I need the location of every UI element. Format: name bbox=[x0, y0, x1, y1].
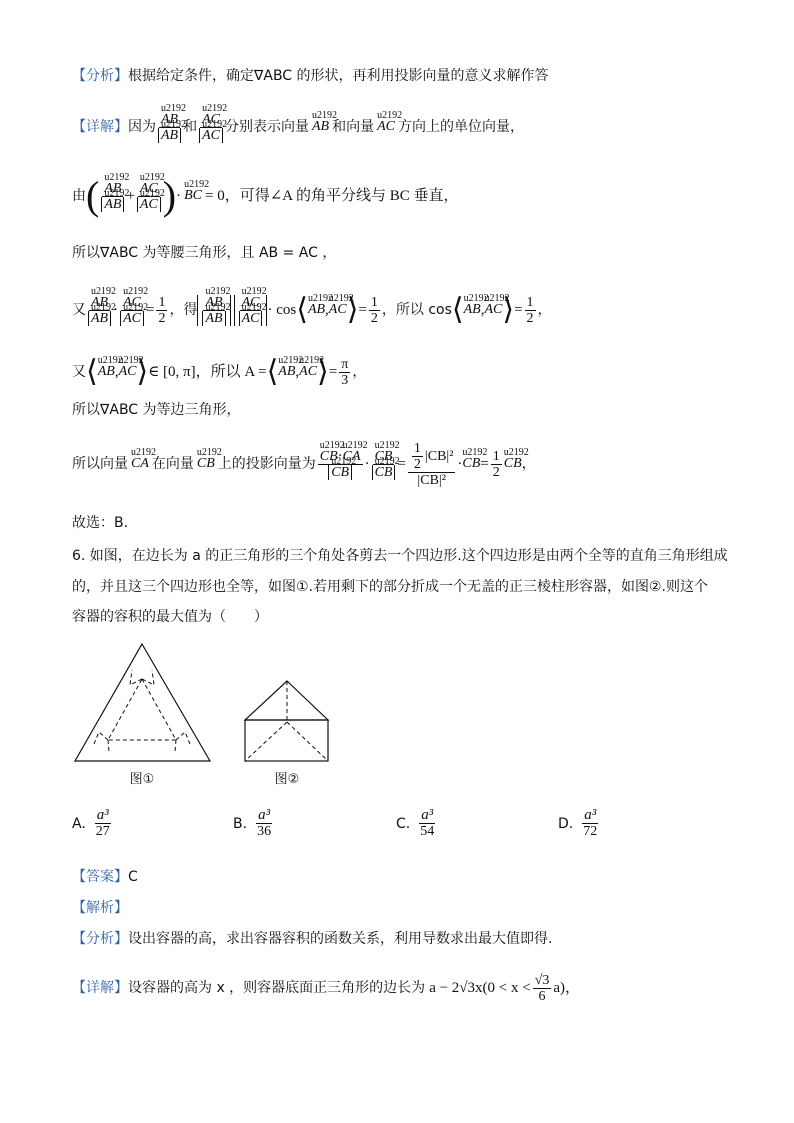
fig2-prism-body bbox=[245, 720, 328, 761]
paren-left: ( bbox=[86, 173, 100, 218]
text-isosceles: 所以∇ABC 为等腰三角形，且 AB = AC ， bbox=[72, 245, 337, 261]
abs-cb-sq-den: |CB|² bbox=[417, 472, 446, 488]
vec-cb-7: u2192 CB bbox=[504, 454, 522, 474]
fig2-caption: 图② bbox=[274, 772, 300, 787]
angle-right-4: ⟩ bbox=[317, 355, 329, 388]
vec-ab-7: u2192 AB bbox=[98, 362, 115, 382]
analysis-text-2: 设出容器的高，求出容器容积的函数关系，利用导数求出最大值即得. bbox=[128, 931, 553, 947]
comma-1: ， bbox=[537, 302, 552, 318]
unit-vector-ac bbox=[199, 112, 223, 143]
equals-4: = bbox=[328, 364, 338, 380]
text-on-vector: 在向量 bbox=[151, 456, 194, 472]
text-from: 由 bbox=[72, 188, 86, 204]
choice-c-num: a³ bbox=[421, 807, 434, 823]
unit-ac-4 bbox=[239, 295, 263, 326]
plus-sign: + bbox=[126, 188, 135, 204]
pi-den: 3 bbox=[341, 372, 349, 388]
answer-choice-line bbox=[72, 513, 128, 533]
choice-d-den: 72 bbox=[583, 824, 598, 839]
sqrt3-num: √3 bbox=[534, 972, 550, 988]
vec-ac: u2192 AC bbox=[202, 112, 220, 127]
detail-line-7 bbox=[72, 432, 536, 496]
choice-a-den: 27 bbox=[95, 824, 110, 839]
vec-ab-4-den: u2192 AB bbox=[205, 311, 222, 326]
vec-ac-8: u2192 AC bbox=[299, 362, 317, 382]
vec-cb-5: u2192 CB bbox=[375, 465, 393, 480]
analysis-line-1 bbox=[72, 66, 549, 86]
inner-half bbox=[412, 441, 423, 472]
detail-line-5: 又 ⟨ u2192 AB , u2192 AC ⟩ ∈ [0, π]，所以 A = ⟨ u2192 AB , u2192 AC ⟩ = $\frac{\pi}{3}$ ， bbox=[72, 352, 366, 392]
equals-1: = bbox=[146, 302, 155, 318]
vec-cb-2: u2192 CB bbox=[320, 449, 338, 464]
detail-line-1 bbox=[72, 105, 524, 149]
text-also: 又 bbox=[72, 302, 86, 318]
half-1-num: 1 bbox=[158, 294, 166, 310]
answer-tag: 【答案】 bbox=[72, 869, 128, 885]
vec-ac-den: u2192 AC bbox=[202, 128, 220, 143]
paren-right: ) bbox=[162, 173, 177, 218]
question-6-text-2: 的，并且这三个四边形也全等，如图①.若用剩下的部分折成一个无盖的正三棱柱形容器，如图②.则这个 bbox=[72, 579, 708, 595]
half-2-num: 1 bbox=[370, 294, 378, 310]
vec-ab-3: u2192 AB bbox=[91, 295, 108, 310]
vec-ab-8: u2192 AB bbox=[278, 362, 295, 382]
half-3-num: 1 bbox=[526, 294, 534, 310]
abs-unit-ac bbox=[234, 295, 268, 326]
equals-5: = bbox=[397, 456, 406, 472]
angle-right: ⟩ bbox=[346, 293, 359, 326]
text-so-vector: 所以向量 bbox=[72, 456, 128, 472]
fig1-cut-lines bbox=[94, 670, 190, 752]
vec-ab-6: u2192 AB bbox=[464, 300, 481, 320]
choice-a-label: A. bbox=[72, 815, 86, 832]
half-4-den: 2 bbox=[492, 464, 500, 480]
choice-d-num: a³ bbox=[584, 807, 597, 823]
fig1-caption: 图① bbox=[129, 772, 155, 787]
dot-3: · bbox=[337, 447, 343, 464]
angle-left-2: ⟨ bbox=[451, 293, 464, 326]
choice-b-label: B. bbox=[233, 815, 248, 832]
vec-ac-inline: u2192 AC bbox=[377, 117, 395, 137]
pi-over-3 bbox=[339, 357, 350, 388]
text-range: ∈ [0, π]，所以 A = bbox=[148, 364, 267, 380]
choice-d-label: D. bbox=[558, 815, 574, 832]
text-equilateral: 所以∇ABC 为等边三角形， bbox=[72, 402, 241, 418]
detail-line-8 bbox=[72, 964, 580, 1012]
unit-ab-3 bbox=[88, 295, 111, 326]
text-unit-direction: 方向上的单位向量， bbox=[398, 119, 524, 135]
text-cos: · cos bbox=[267, 302, 297, 318]
vec-ac-6: u2192 AC bbox=[484, 300, 502, 320]
detail-line-3 bbox=[72, 243, 336, 263]
choice-a-num: a³ bbox=[96, 807, 109, 823]
text-select-b: 故选：B. bbox=[72, 515, 129, 531]
vec-bc: u2192 BC bbox=[184, 186, 202, 206]
abs-cb-sq-num: |CB|² bbox=[424, 448, 454, 464]
proj-scalar bbox=[318, 449, 363, 480]
vec-ca: u2192 CA bbox=[131, 454, 149, 474]
vec-ac-5: u2192 AC bbox=[329, 300, 347, 320]
choice-c-label: C. bbox=[396, 815, 411, 832]
figure-1 bbox=[72, 640, 212, 790]
analysis-tag: 【分析】 bbox=[72, 68, 128, 84]
text-side-length: a − 2√3x(0 < x < bbox=[429, 980, 531, 996]
vec-ab-2-den: u2192 AB bbox=[104, 197, 121, 212]
unit-vector-ac-2 bbox=[137, 181, 161, 212]
text-range-end: a)， bbox=[553, 980, 581, 996]
analysis-line-2 bbox=[72, 929, 552, 949]
text-perpendicular: = 0，可得∠A 的角平分线与 BC 垂直， bbox=[205, 188, 459, 204]
analysis-tag-2: 【分析】 bbox=[72, 931, 128, 947]
vec-ac-4-den: u2192 AC bbox=[242, 311, 260, 326]
equals-6: = bbox=[480, 456, 489, 472]
choice-b-num: a³ bbox=[258, 807, 271, 823]
vec-cb-4: u2192 CB bbox=[375, 449, 393, 464]
question-6-text-1: 6. 如图，在边长为 a 的正三角形的三个角处各剪去一个四边形.这个四边形是由两个全等的直角三角形组成 bbox=[72, 548, 728, 564]
half-1-den: 2 bbox=[158, 310, 166, 326]
vec-ac-4: u2192 AC bbox=[242, 295, 260, 310]
six-den: 6 bbox=[538, 988, 546, 1004]
text-get: ，得 bbox=[169, 302, 198, 318]
text-also-2: 又 bbox=[72, 364, 86, 380]
half-4-num: 1 bbox=[492, 448, 500, 464]
equals-2: = bbox=[358, 302, 367, 318]
angle-right-2: ⟩ bbox=[502, 293, 515, 326]
equals-3: = bbox=[514, 302, 523, 318]
fig2-top-triangle bbox=[245, 681, 328, 720]
choice-c[interactable] bbox=[396, 808, 438, 839]
unit-cb bbox=[372, 449, 396, 480]
half-2-den: 2 bbox=[370, 310, 378, 326]
vec-ab-den: u2192 AB bbox=[161, 128, 178, 143]
half-4 bbox=[491, 449, 502, 480]
inner-half-den: 2 bbox=[413, 456, 421, 472]
detail-line-6 bbox=[72, 400, 241, 420]
vec-ac-2-den: u2192 AC bbox=[140, 197, 158, 212]
text-so-cos: ，所以 cos bbox=[381, 302, 452, 318]
vec-ca-2: u2192 CA bbox=[343, 449, 361, 464]
choice-c-den: 54 bbox=[420, 824, 435, 839]
question-6-text-3: 容器的容积的最大值为（ ） bbox=[72, 609, 268, 625]
answer-value: C bbox=[128, 869, 138, 885]
dot-operator: · bbox=[176, 188, 182, 204]
analysis-heading: 【解析】 bbox=[72, 900, 128, 916]
fig2-hidden-edges bbox=[245, 681, 328, 761]
choice-b-den: 36 bbox=[257, 824, 272, 839]
vec-ab-3-den: u2192 AB bbox=[91, 311, 108, 326]
half-3 bbox=[525, 295, 536, 326]
abs-unit-ab bbox=[197, 295, 230, 326]
vec-ac-2: u2192 AC bbox=[140, 181, 158, 196]
inner-half-num: 1 bbox=[413, 440, 421, 456]
sqrt3-over-6 bbox=[533, 973, 552, 1004]
unit-ab-4 bbox=[202, 295, 225, 326]
unit-vector-ab-2 bbox=[101, 181, 124, 212]
analysis-text: 根据给定条件，确定∇ABC 的形状，再利用投影向量的意义求解作答 bbox=[128, 68, 549, 84]
vec-ab-4: u2192 AB bbox=[205, 295, 222, 310]
pi-num: π bbox=[341, 356, 349, 372]
vec-ab-5: u2192 AB bbox=[308, 300, 325, 320]
text-and-vector: 和向量 bbox=[332, 119, 375, 135]
choice-a[interactable] bbox=[72, 808, 114, 839]
analysis-heading-line bbox=[72, 898, 128, 918]
vec-ab-inline: u2192 AB bbox=[312, 117, 329, 137]
detail-line-4: 又 u2192 AB u2192 AB · u2192 AC u2192 AC = $\frac{1}{2}$ ，得 u2192 AB u2192 AB u2192 AC u2192 AC · cos ⟨ u2192 AB , u2192 AC ⟩ = $\frac{1}{2}$ ，所以 cos ⟨ u2192 AB , u2192 AC ⟩ = $\frac{1}{2}$ ， bbox=[72, 284, 552, 336]
angle-left-3: ⟨ bbox=[86, 355, 98, 388]
vec-ac-3-den: u2192 AC bbox=[123, 311, 141, 326]
angle-left-4: ⟨ bbox=[266, 355, 279, 388]
unit-vector-ab bbox=[158, 112, 181, 143]
dot-4: · bbox=[364, 456, 370, 472]
half-1 bbox=[156, 295, 167, 326]
vec-ab-2: u2192 AB bbox=[104, 181, 121, 196]
dot-2: · bbox=[113, 302, 119, 318]
vec-cb-3: u2192 CB bbox=[331, 465, 349, 480]
text-height: 设容器的高为 x ，则容器底面正三角形的边长为 bbox=[128, 980, 426, 996]
text-because: 因为 bbox=[128, 119, 156, 135]
answer-line bbox=[72, 867, 138, 887]
figure-2 bbox=[240, 676, 334, 790]
comma-3: ， bbox=[521, 456, 536, 472]
unit-ac-3 bbox=[120, 295, 144, 326]
angle-left: ⟨ bbox=[296, 293, 308, 326]
text-represent: 分别表示向量 bbox=[225, 119, 309, 135]
vec-cb: u2192 CB bbox=[197, 454, 215, 474]
choice-d[interactable] bbox=[558, 808, 601, 839]
choice-b[interactable] bbox=[233, 808, 275, 839]
dot-5: · bbox=[457, 456, 463, 472]
vec-ab: u2192 AB bbox=[161, 112, 178, 127]
angle-right-3: ⟩ bbox=[136, 355, 149, 388]
question-6-line-3 bbox=[72, 607, 268, 627]
half-3-den: 2 bbox=[526, 310, 534, 326]
question-6-line-2 bbox=[72, 577, 708, 597]
detail-line-2 bbox=[72, 170, 459, 222]
proj-big-frac bbox=[408, 441, 455, 488]
question-6-line-1 bbox=[72, 546, 728, 566]
detail-tag-2: 【详解】 bbox=[72, 980, 128, 996]
comma-2: ， bbox=[352, 364, 367, 380]
vec-ac-3: u2192 AC bbox=[123, 295, 141, 310]
half-2 bbox=[369, 295, 380, 326]
text-projection: 上的投影向量为 bbox=[217, 456, 316, 472]
vec-ac-7: u2192 AC bbox=[119, 362, 137, 382]
vec-cb-6: u2192 CB bbox=[462, 454, 480, 474]
text-and: 和 bbox=[183, 119, 198, 135]
detail-tag: 【详解】 bbox=[72, 119, 128, 135]
